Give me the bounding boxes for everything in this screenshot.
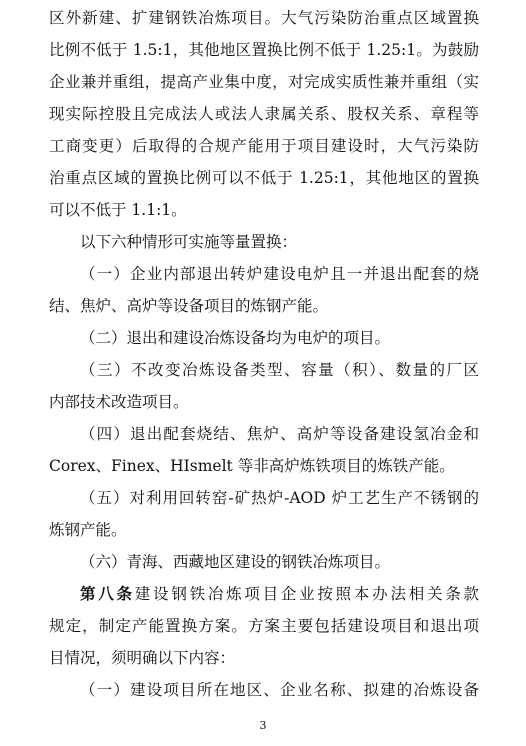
body-text-line: 目情况，须明确以下内容：	[49, 649, 236, 667]
list-item-line: （三）不改变冶炼设备类型、容量（积）、数量的厂区	[80, 361, 479, 379]
list-item-line: （一）企业内部退出转炉建设电炉且一并退出配套的烧	[80, 265, 479, 283]
body-text-line: 区外新建、扩建钢铁冶炼项目。大气污染防治重点区域置换	[49, 9, 479, 27]
article-heading: 第八条	[80, 584, 135, 603]
body-text-line: 可以不低于 1.1:1。	[49, 201, 187, 219]
body-text-line: 工商变更）后取得的合规产能用于项目建设时，大气污染防	[49, 137, 479, 155]
body-text-line: 治重点区域的置换比例可以不低于 1.25:1，其他地区的置换	[49, 169, 479, 187]
body-text-line: 规定，制定产能置换方案。方案主要包括建设项目和退出项	[49, 617, 479, 635]
body-text-line: 企业兼并重组，提高产业集中度，对完成实质性兼并重组（实	[49, 73, 479, 91]
body-text-line: 比例不低于 1.5:1，其他地区置换比例不低于 1.25:1。为鼓励	[49, 41, 479, 59]
list-item-line: 结、焦炉、高炉等设备项目的炼钢产能。	[49, 297, 329, 315]
list-item-line: （四）退出配套烧结、焦炉、高炉等设备建设氢冶金和	[80, 425, 479, 443]
article-line	[80, 578, 479, 610]
list-item-line: （二）退出和建设冶炼设备均为电炉的项目。	[80, 329, 391, 347]
list-item-line: （一）建设项目所在地区、企业名称、拟建的冶炼设备	[80, 681, 479, 699]
list-item-line: （六）青海、西藏地区建设的钢铁冶炼项目。	[80, 553, 391, 571]
page-number: 3	[259, 719, 267, 732]
list-item-line: 炼钢产能。	[49, 521, 127, 539]
list-item-line: （五）对利用回转窑-矿热炉-AOD 炉工艺生产不锈钢的	[80, 489, 479, 507]
list-item-line: Corex、Finex、HIsmelt 等非高炉炼铁项目的炼铁产能。	[49, 457, 455, 475]
body-text-line: 现实际控股且完成法人或法人隶属关系、股权关系、章程等	[49, 105, 479, 123]
body-text-line: 以下六种情形可实施等量置换：	[80, 233, 298, 251]
list-item-line: 内部技术改造项目。	[49, 393, 189, 411]
article-text: 建设钢铁冶炼项目企业按照本办法相关条款	[134, 585, 479, 603]
